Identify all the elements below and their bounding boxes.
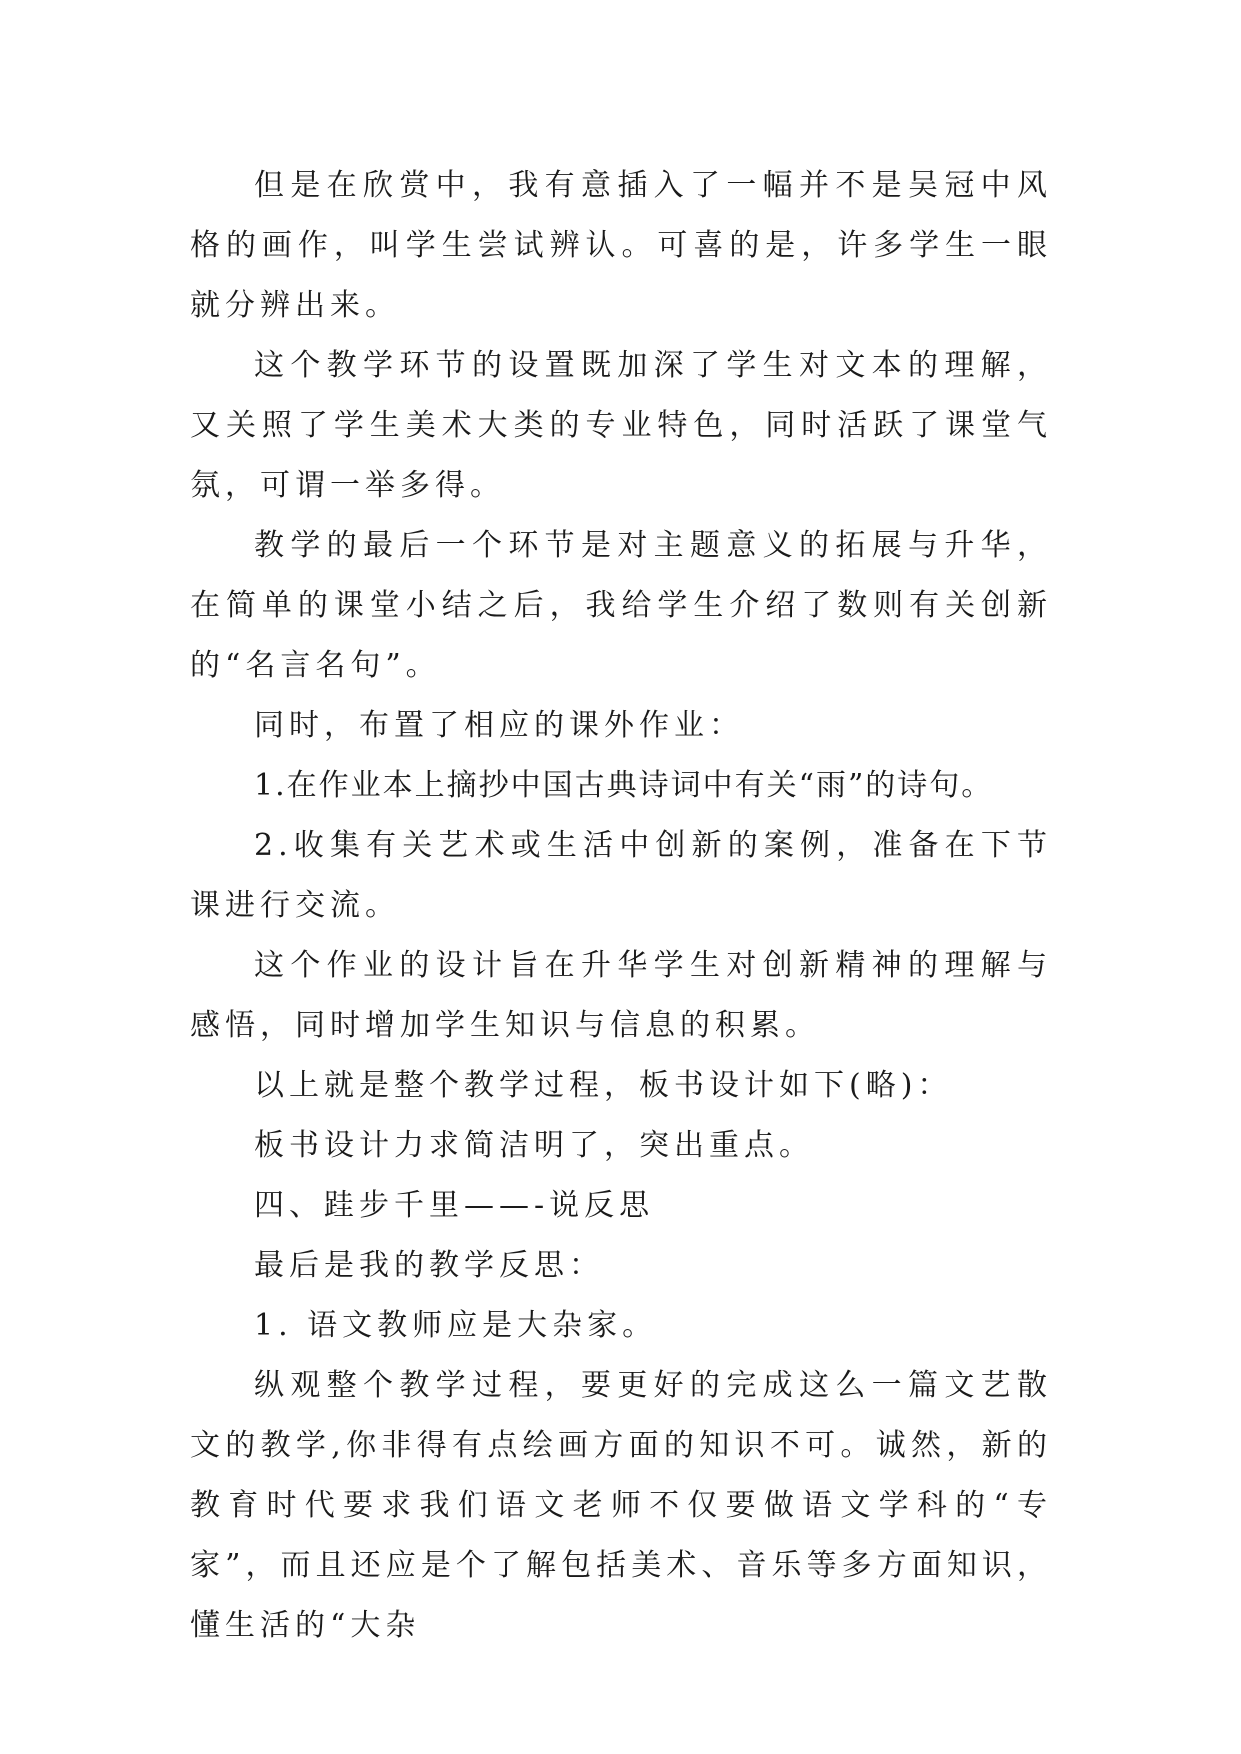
paragraph-2: 这个教学环节的设置既加深了学生对文本的理解，又关照了学生美术大类的专业特色，同时活跃了课堂气氛，可谓一举多得。: [190, 348, 1052, 503]
paragraph-13: 纵观整个教学过程，要更好的完成这么一篇文艺散文的教学,你非得有点绘画方面的知识不可。诚然，新的教育时代要求我们语文老师不仅要做语文学科的“专家”，而且还应是个了解包括美术、音乐等多方面知识，懂生活的“大杂: [190, 1368, 1052, 1643]
homework-item-1: 1.在作业本上摘抄中国古典诗词中有关“雨”的诗句。: [254, 768, 994, 803]
paragraph-1: 但是在欣赏中，我有意插入了一幅并不是吴冠中风格的画作，叫学生尝试辨认。可喜的是，许多学生一眼就分辨出来。: [190, 168, 1052, 323]
paragraph-3: 教学的最后一个环节是对主题意义的拓展与升华，在简单的课堂小结之后，我给学生介绍了数则有关创新的“名言名句”。: [190, 528, 1052, 683]
paragraph-11: 最后是我的教学反思：: [254, 1248, 604, 1283]
document-body: [190, 156, 1052, 1656]
reflection-point-1: 1. 语文教师应是大杂家。: [254, 1308, 658, 1343]
paragraph-8: 以上就是整个教学过程，板书设计如下(略)：: [254, 1068, 953, 1103]
paragraph-9: 板书设计力求简洁明了，突出重点。: [254, 1128, 814, 1163]
homework-item-2: 2.收集有关艺术或生活中创新的案例，准备在下节课进行交流。: [190, 828, 1052, 923]
paragraph-4: 同时，布置了相应的课外作业：: [254, 708, 744, 743]
section-heading-reflection: 四、跬步千里——-说反思: [254, 1188, 655, 1223]
paragraph-7: 这个作业的设计旨在升华学生对创新精神的理解与感悟，同时增加学生知识与信息的积累。: [190, 948, 1052, 1043]
